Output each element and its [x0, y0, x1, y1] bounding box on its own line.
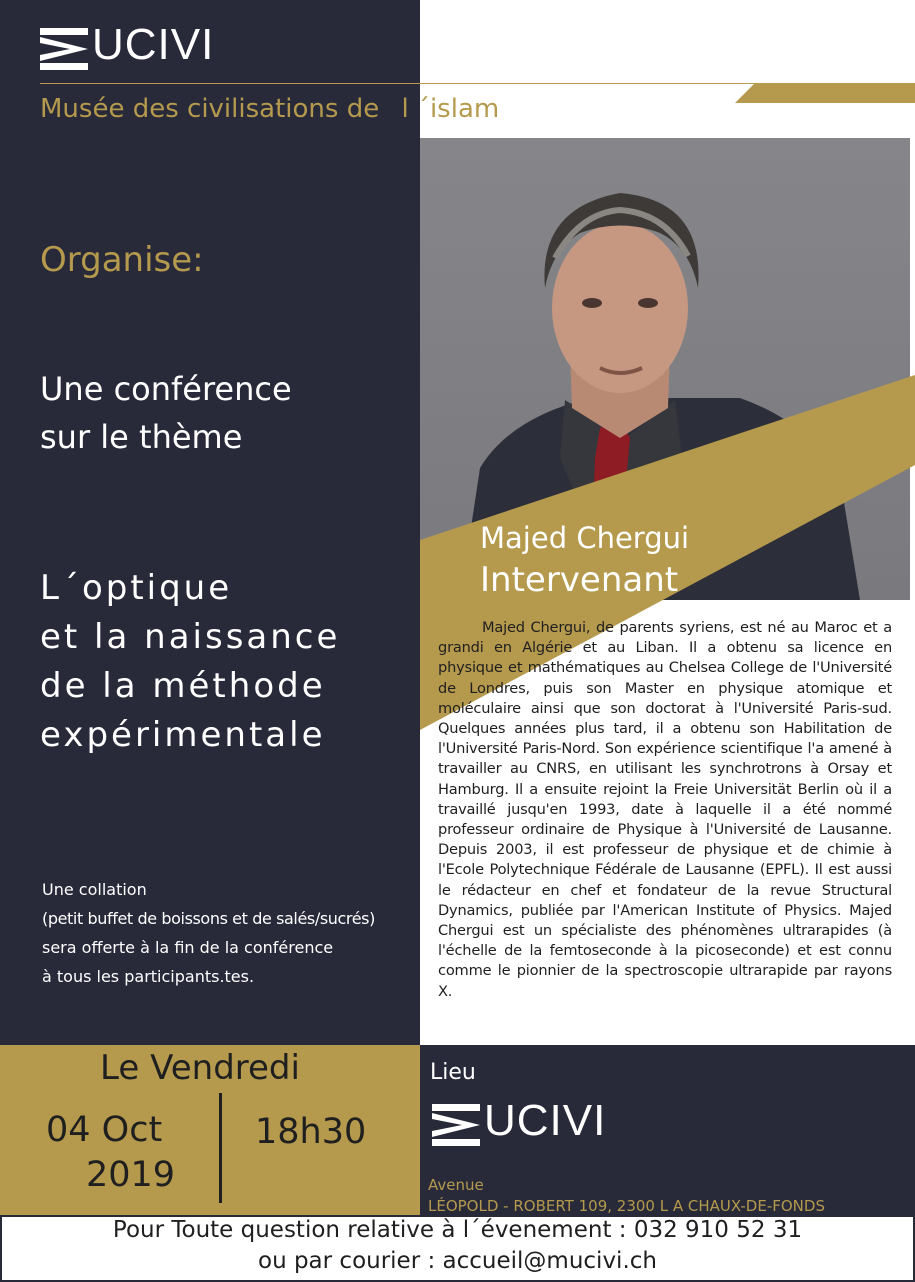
theme-line4: expérimentale: [40, 715, 326, 755]
speaker-bio: Majed Chergui, de parents syriens, est né au Maroc et a grandi en Algérie et au Liban. Il a obtenu sa licence en physique et mathématiques au Chelsea College de l'Université de Londres, puis son Master en physique atomique et moléculaire ainsi que son doctorat à l'Université Paris-sud. Quelques années plus tard, il a obtenu son Habilitation de l'Université Paris-Nord. Son expérience scientifique l'a amené à travailler au CNRS, en utilisant les synchrotrons à Orsay et Hamburg. Il a ensuite rejoint la Freie Universität Berlin où il a travaillé jusqu'en 1993, date à laquelle il a été nommé professeur ordinaire de Physique à l'Université de Lausanne. Depuis 2003, il est professeur de physique et de chimie à l'Ecole Polytechnique Fédérale de Lausanne (EPFL). Il est aussi le rédacteur en chef et fondateur de la revue Structural Dynamics, publiée par l'American Institute of Physics. Majed Chergui est un spécialiste des phénomènes ultrarapides (à l'échelle de la femtoseconde à la picoseconde) et est connu comme le pionnier de la spectroscopie ultrarapide par rayons X.: [438, 619, 892, 1000]
conference-line2: sur le thème: [40, 418, 243, 456]
theme-line3: de la méthode: [40, 666, 326, 706]
collation-line4: à tous les participants.tes.: [42, 967, 255, 986]
organise-label: Organise:: [40, 240, 204, 280]
theme-line1: L´optique: [40, 568, 233, 608]
contact-line1: Pour Toute question relative à l´évenement : 032 910 52 31: [112, 1217, 803, 1243]
collation-line2: (petit buffet de boissons et de salés/sucrés): [42, 909, 375, 928]
venue-logo-text: UCIVI: [484, 1096, 607, 1145]
date-line2: 2019: [86, 1155, 176, 1195]
collation-line1: Une collation: [42, 880, 147, 899]
date-line1: 04 Oct: [46, 1110, 163, 1150]
venue-address-line2: LÉOPOLD - ROBERT 109, 2300 L A CHAUX-DE-FONDS: [428, 1197, 825, 1215]
museum-name-part1: Musée des civilisations de: [40, 94, 380, 124]
mucivi-logo-mark-icon: [40, 28, 90, 70]
venue-address-line1: Avenue: [428, 1176, 484, 1194]
gold-accent-shape: [735, 83, 915, 103]
conference-line1: Une conférence: [40, 370, 292, 408]
venue-label: Lieu: [430, 1060, 476, 1085]
logo-text: UCIVI: [92, 20, 215, 69]
date-divider: [219, 1093, 222, 1203]
contact-line2: ou par courier : accueil@mucivi.ch: [258, 1248, 657, 1274]
museum-name: [40, 94, 499, 124]
mucivi-logo-mark-icon: [432, 1104, 482, 1146]
theme-line2: et la naissance: [40, 617, 341, 657]
collation-line3: sera offerte à la fin de la conférence: [42, 938, 334, 957]
speaker-role: Intervenant: [480, 560, 679, 600]
event-time: 18h30: [255, 1112, 367, 1152]
speaker-name: Majed Chergui: [480, 521, 690, 555]
museum-name-part2: l ´islam: [401, 94, 500, 124]
day-label: Le Vendredi: [100, 1048, 300, 1088]
